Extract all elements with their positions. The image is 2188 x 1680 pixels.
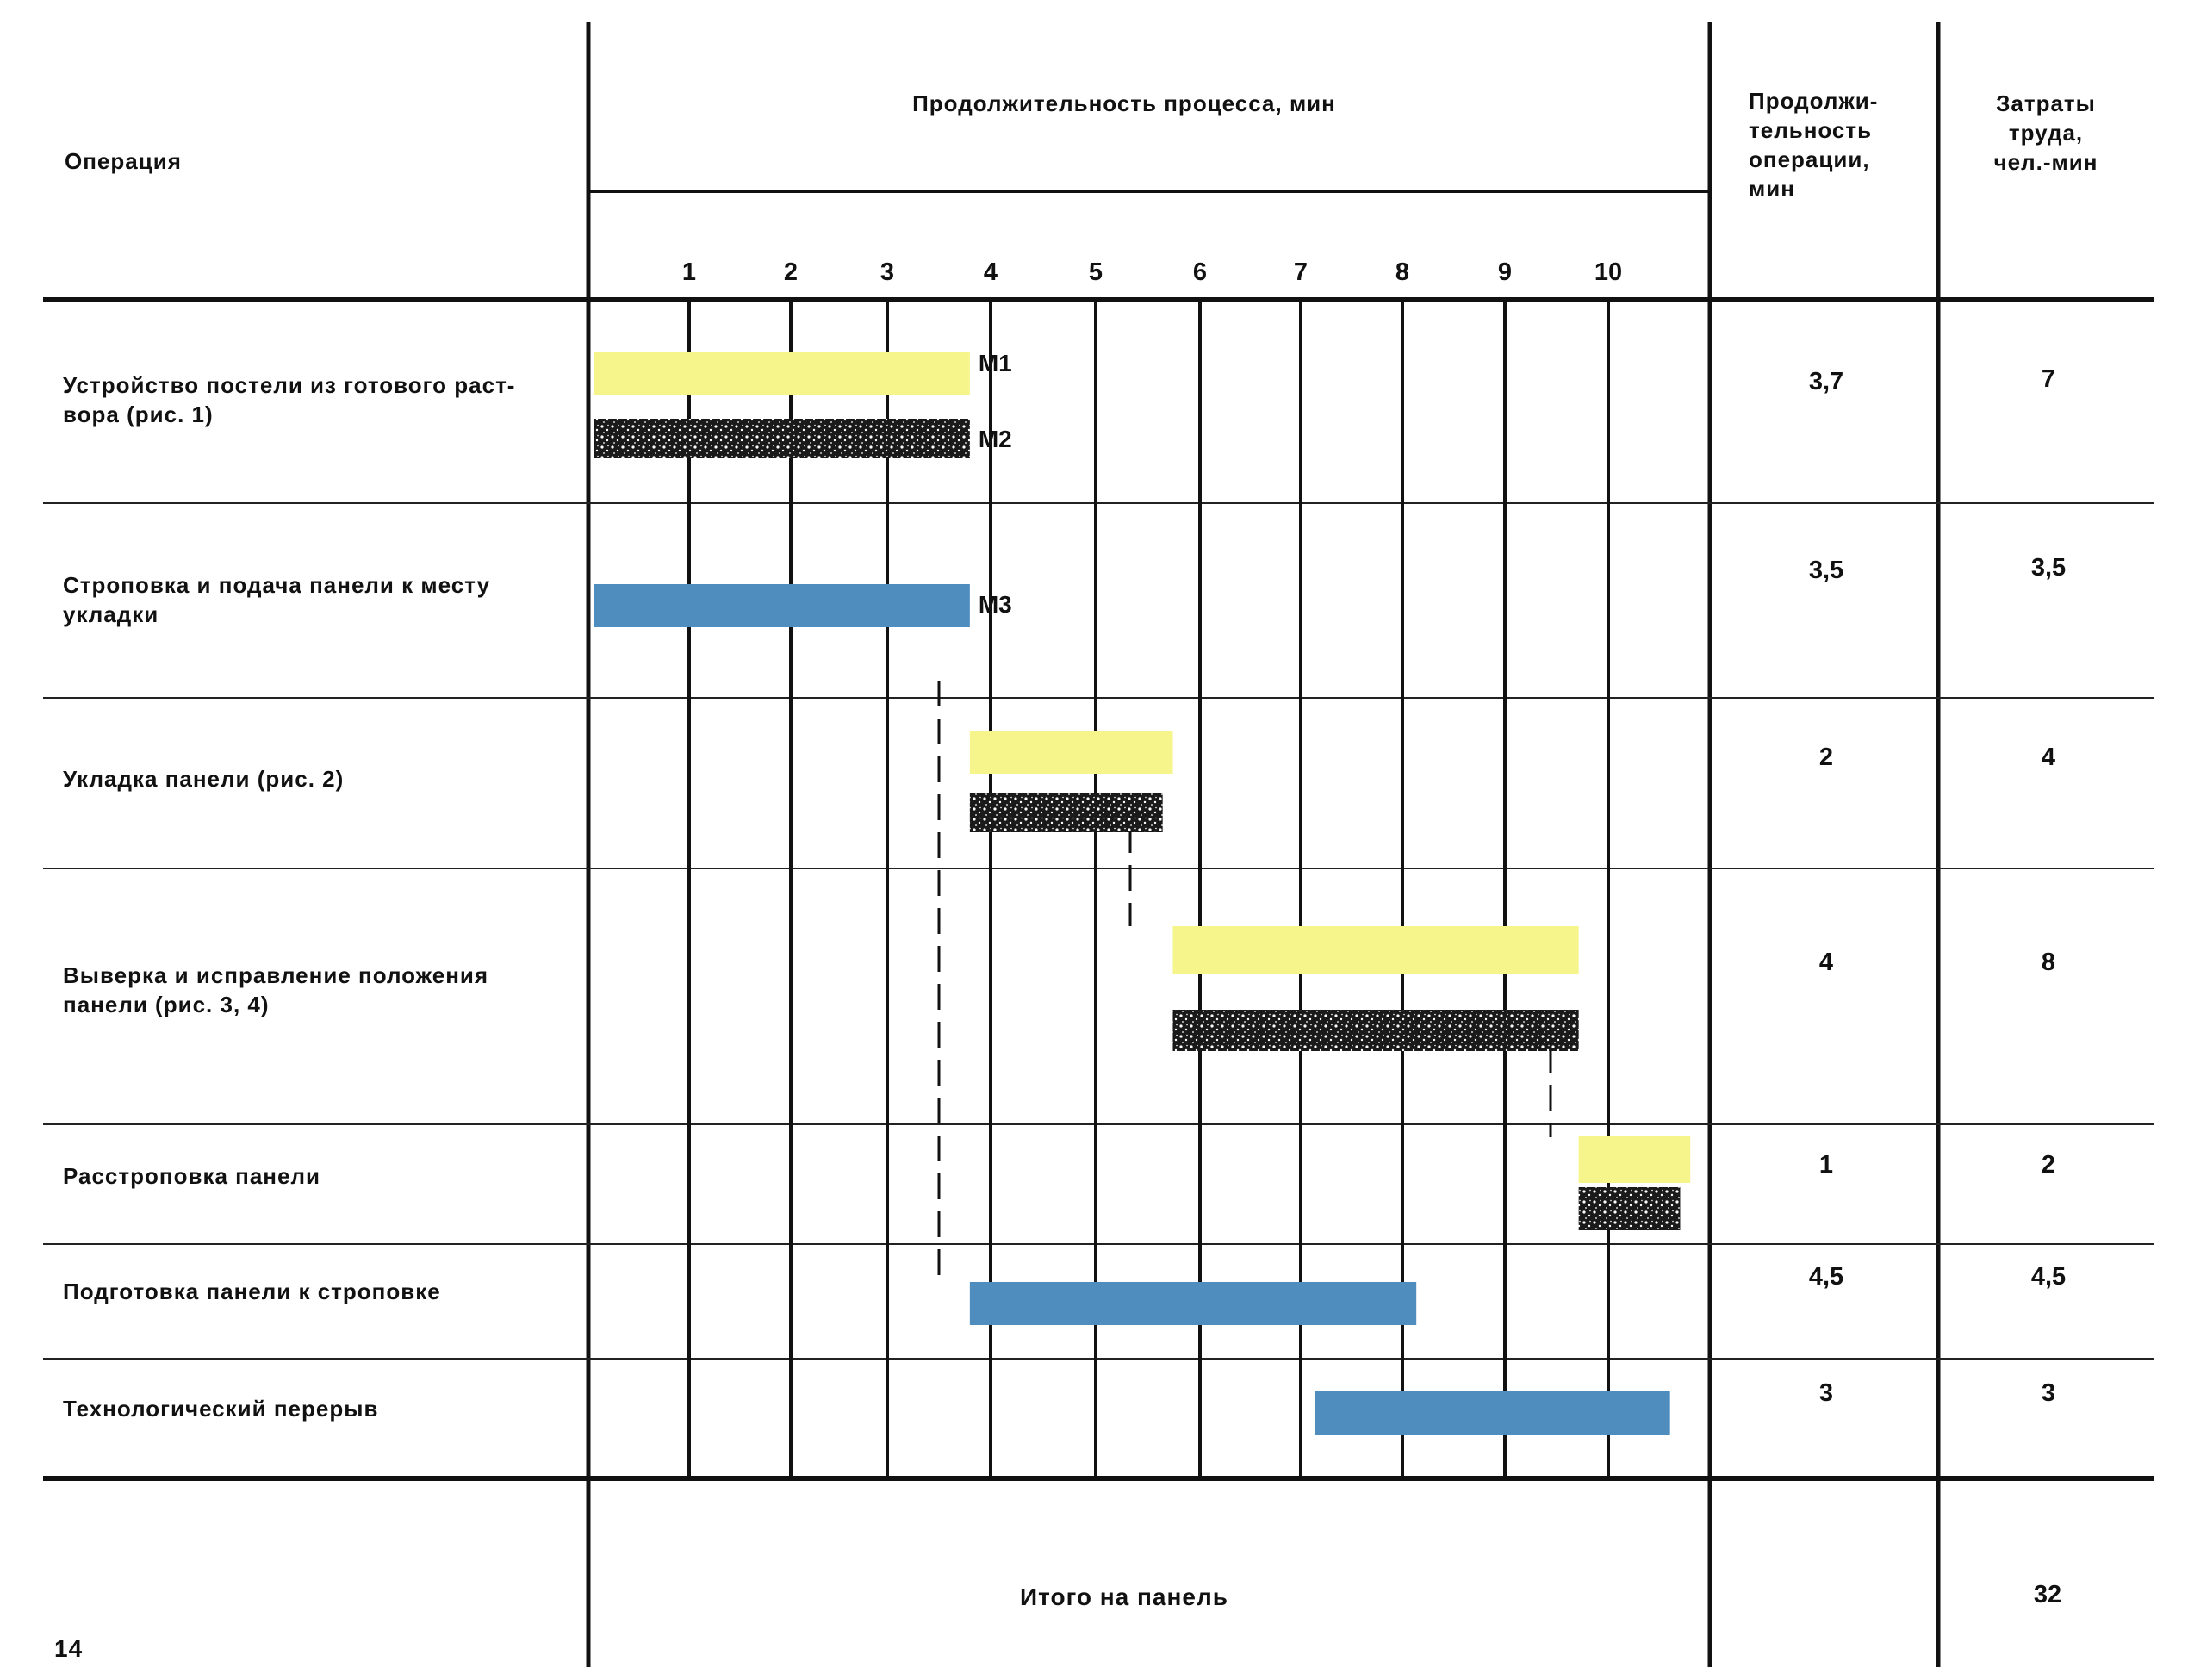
yellow-bar xyxy=(970,731,1173,774)
speckle-bar xyxy=(1172,1010,1578,1051)
minute-tick-label: 3 xyxy=(880,258,895,286)
operation-labor: 8 xyxy=(2041,949,2056,976)
yellow-bar xyxy=(594,352,970,395)
operation-duration: 1 xyxy=(1818,1151,1834,1179)
minute-tick-label: 9 xyxy=(1497,258,1513,286)
minute-tick-label: 6 xyxy=(1192,258,1208,286)
total-labor: 32 xyxy=(2033,1581,2062,1608)
machine-label: М2 xyxy=(978,426,1012,452)
speckle-bar xyxy=(970,793,1163,832)
blue-bar xyxy=(594,584,970,627)
operation-duration: 3 xyxy=(1818,1379,1834,1407)
operation-labor: 4 xyxy=(2041,744,2056,771)
operation-name: Технологический перерыв xyxy=(63,1396,379,1422)
operation-duration: 3,7 xyxy=(1808,368,1844,395)
machine-label: М3 xyxy=(978,591,1012,618)
operation-labor: 4,5 xyxy=(2030,1263,2067,1291)
yellow-bar xyxy=(1172,926,1578,974)
minute-tick-label: 1 xyxy=(681,258,697,286)
operation-labor: 3 xyxy=(2041,1379,2056,1407)
minute-tick-label: 5 xyxy=(1088,258,1103,286)
operation-name: Выверка и исправление положения панели (рис. 3, 4) xyxy=(63,962,489,1017)
header-op-duration: Продолжи- тельность операции, мин xyxy=(1749,88,1879,202)
operation-name: Укладка панели (рис. 2) xyxy=(63,766,345,792)
minute-tick-label: 4 xyxy=(983,258,998,286)
operation-name: Подготовка панели к строповке xyxy=(63,1279,441,1304)
operation-name: Устройство постели из готового раст- вора (рис. 1) xyxy=(63,372,516,427)
operation-name: Строповка и подача панели к месту укладки xyxy=(63,572,491,627)
yellow-bar xyxy=(1579,1136,1691,1183)
header-process-duration: Продолжительность процесса, мин xyxy=(912,90,1336,116)
total-label: Итого на панель xyxy=(1020,1584,1228,1610)
page-number: 14 xyxy=(54,1635,84,1662)
minute-tick-label: 10 xyxy=(1594,258,1623,286)
speckle-bar xyxy=(594,419,970,458)
operation-duration: 4 xyxy=(1818,949,1834,976)
minute-tick-label: 2 xyxy=(783,258,799,286)
operation-labor: 3,5 xyxy=(2030,554,2067,582)
header-operation: Операция xyxy=(65,148,182,174)
header-labor: Затраты труда, чел.-мин xyxy=(1993,90,2098,175)
operation-labor: 2 xyxy=(2041,1151,2056,1179)
operation-duration: 4,5 xyxy=(1808,1263,1844,1291)
operation-duration: 3,5 xyxy=(1808,557,1844,584)
minute-tick-label: 8 xyxy=(1395,258,1410,286)
blue-bar xyxy=(970,1282,1416,1325)
operation-name: Расстроповка панели xyxy=(63,1163,320,1189)
blue-bar xyxy=(1315,1391,1669,1435)
gantt-bars xyxy=(594,352,1690,1435)
machine-label: М1 xyxy=(978,350,1012,376)
operation-labor: 7 xyxy=(2041,365,2056,393)
minute-tick-label: 7 xyxy=(1293,258,1308,286)
operation-duration: 2 xyxy=(1818,744,1834,771)
speckle-bar xyxy=(1579,1187,1681,1230)
